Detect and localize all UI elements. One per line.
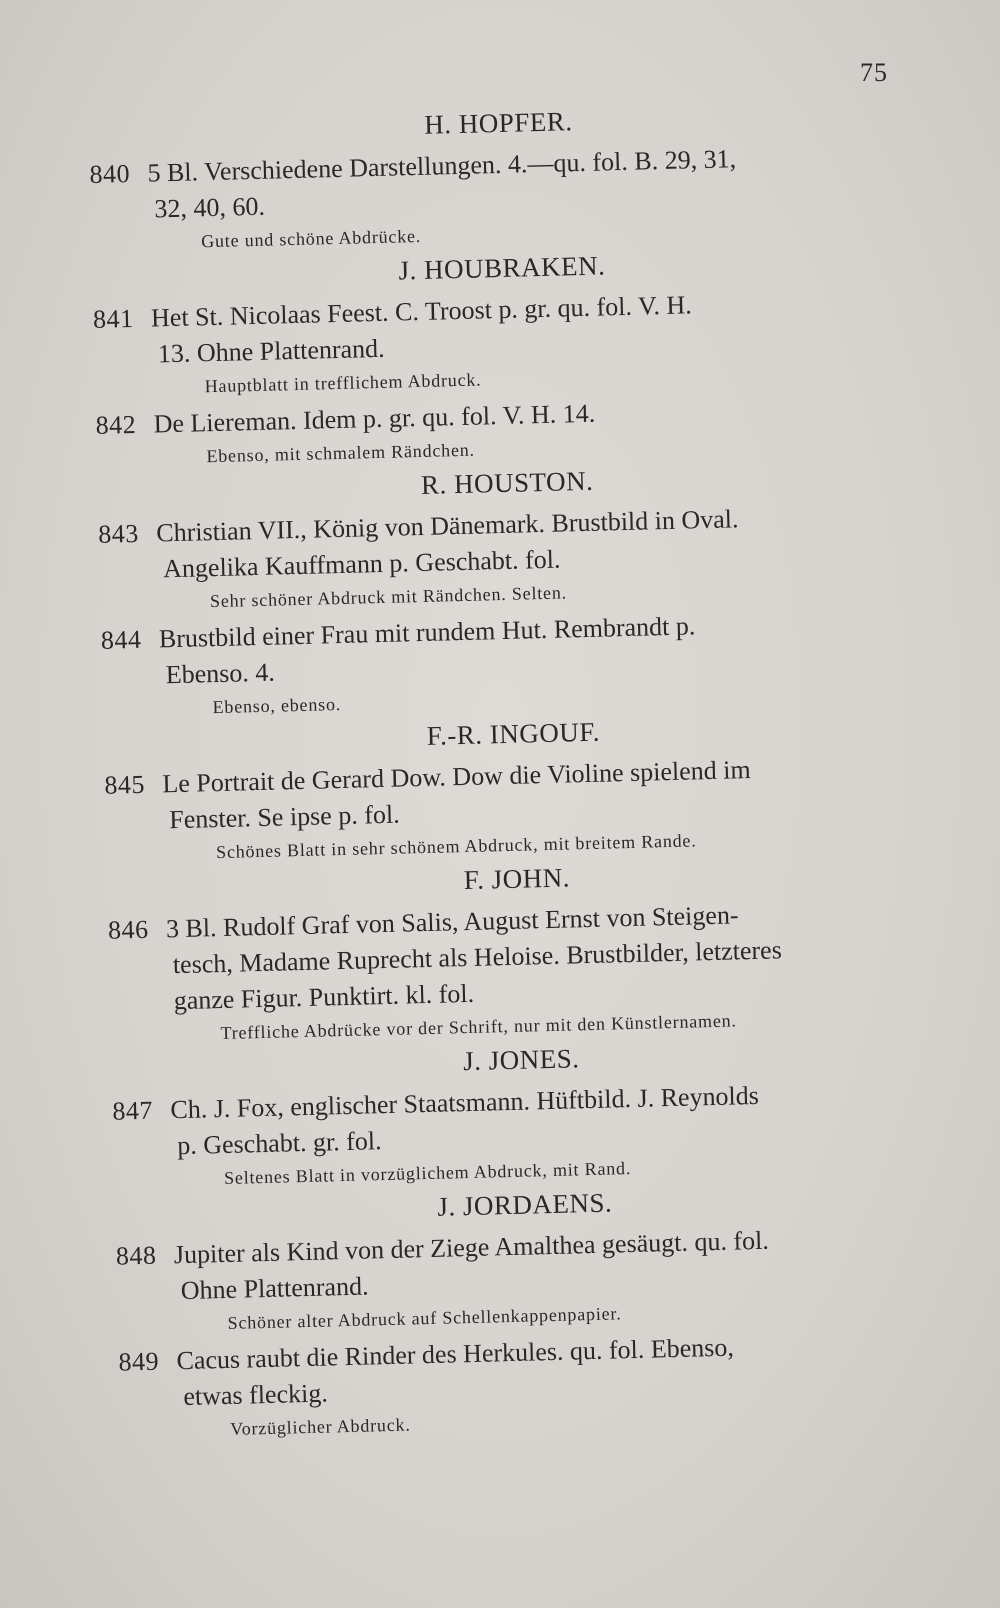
page-number: 75 bbox=[860, 58, 888, 87]
artist-section bbox=[92, 243, 917, 472]
entry-note: Seltenes Blatt in vorzüglichem Abdruck, mit Rand. bbox=[223, 1158, 632, 1188]
entry-continuation: 32, 40, 60. bbox=[154, 191, 266, 224]
entry-continuation: 13. Ohne Plattenrand. bbox=[157, 333, 385, 369]
entry-number: 844 bbox=[100, 624, 142, 655]
catalog-entry bbox=[100, 603, 922, 723]
entry-note: Treffliche Abdrücke vor der Schrift, nur mit den Künstlernamen. bbox=[220, 1010, 737, 1044]
artist-heading: J. JONES. bbox=[462, 1043, 580, 1077]
entry-note: Ebenso, ebenso. bbox=[212, 693, 342, 718]
entry-note: Sehr schöner Abdruck mit Rändchen. Selten. bbox=[209, 582, 568, 612]
entry-number: 842 bbox=[95, 409, 137, 440]
catalog-entry bbox=[108, 893, 931, 1049]
entry-number: 848 bbox=[115, 1240, 157, 1271]
entry-number: 840 bbox=[89, 158, 131, 189]
entry-note: Vorzüglicher Abdruck. bbox=[229, 1414, 411, 1439]
artist-heading: F. JOHN. bbox=[463, 862, 571, 896]
entry-continuation: Angelika Kauffmann p. Geschabt. fol. bbox=[162, 544, 561, 584]
entry-title: Het St. Nicolaas Feest. C. Troost p. gr. qu. fol. V. H. bbox=[150, 290, 692, 333]
entry-title: Le Portrait de Gerard Dow. Dow die Violine spielend im bbox=[162, 755, 751, 799]
artist-section bbox=[115, 1180, 941, 1445]
artist-section bbox=[97, 458, 923, 723]
entry-continuation: Fenster. Se ipse p. fol. bbox=[168, 799, 400, 835]
artist-heading: H. HOPFER. bbox=[423, 106, 573, 140]
artist-heading: J. HOUBRAKEN. bbox=[398, 250, 606, 286]
entry-note: Schönes Blatt in sehr schönem Abdruck, mit breitem Rande. bbox=[215, 830, 697, 863]
entry-number: 845 bbox=[104, 769, 146, 800]
entry-note: Hauptblatt in trefflichem Abdruck. bbox=[204, 369, 482, 397]
entry-continuation: etwas fleckig. bbox=[183, 1378, 329, 1412]
artist-heading: J. JORDAENS. bbox=[437, 1187, 613, 1222]
entry-number: 843 bbox=[97, 518, 140, 549]
entry-number: 846 bbox=[107, 914, 149, 945]
entry-title: 3 Bl. Rudolf Graf von Salis, August Ernst von Steigen- bbox=[165, 900, 739, 944]
catalog-entry bbox=[89, 137, 911, 257]
entry-note: Schöner alter Abdruck auf Schellenkappenpapier. bbox=[227, 1303, 622, 1333]
artist-heading: R. HOUSTON. bbox=[420, 465, 594, 500]
entry-continuation: Ebenso. 4. bbox=[165, 657, 276, 690]
entry-title: Brustbild einer Frau mit rundem Hut. Rembrandt p. bbox=[158, 611, 696, 654]
artist-heading: F.-R. INGOUF. bbox=[426, 716, 601, 751]
catalog-entry bbox=[116, 1219, 938, 1339]
catalog-content bbox=[88, 92, 940, 1451]
entry-note: Gute und schöne Abdrücke. bbox=[200, 225, 422, 252]
entry-continuation: p. Geschabt. gr. fol. bbox=[176, 1126, 382, 1161]
catalog-entry bbox=[118, 1325, 940, 1445]
entry-number: 847 bbox=[112, 1095, 154, 1126]
entry-continuation: ganze Figur. Punktirt. kl. fol. bbox=[173, 978, 475, 1016]
entry-title: Ch. J. Fox, englischer Staatsmann. Hüftbild. J. Reynolds bbox=[170, 1080, 760, 1125]
entry-note: Ebenso, mit schmalem Rändchen. bbox=[206, 439, 476, 467]
entry-title: 5 Bl. Verschiedene Darstellungen. 4.—qu. fol. B. 29, 31, bbox=[147, 144, 737, 188]
catalog-entry bbox=[112, 1074, 934, 1194]
entry-number: 849 bbox=[118, 1346, 160, 1377]
entry-title: Christian VII., König von Dänemark. Brustbild in Oval. bbox=[155, 504, 739, 548]
entry-number: 841 bbox=[92, 303, 134, 334]
entry-continuation: tesch, Madame Ruprecht als Heloise. Brustbilder, letzteres bbox=[172, 935, 783, 980]
catalog-entry bbox=[98, 497, 920, 617]
catalog-entry bbox=[95, 388, 916, 472]
entry-title: De Liereman. Idem p. gr. qu. fol. V. H. 14. bbox=[153, 398, 596, 439]
artist-section bbox=[103, 709, 926, 868]
entry-title: Jupiter als Kind von der Ziege Amalthea gesäugt. qu. fol. bbox=[173, 1225, 770, 1270]
catalog-entry bbox=[93, 282, 915, 402]
entry-continuation: Ohne Plattenrand. bbox=[180, 1271, 369, 1306]
artist-section bbox=[107, 854, 931, 1049]
catalog-entry bbox=[104, 748, 926, 868]
artist-section bbox=[111, 1035, 934, 1194]
entry-title: Cacus raubt die Rinder des Herkules. qu. fol. Ebenso, bbox=[176, 1332, 735, 1376]
artist-section bbox=[88, 98, 911, 257]
